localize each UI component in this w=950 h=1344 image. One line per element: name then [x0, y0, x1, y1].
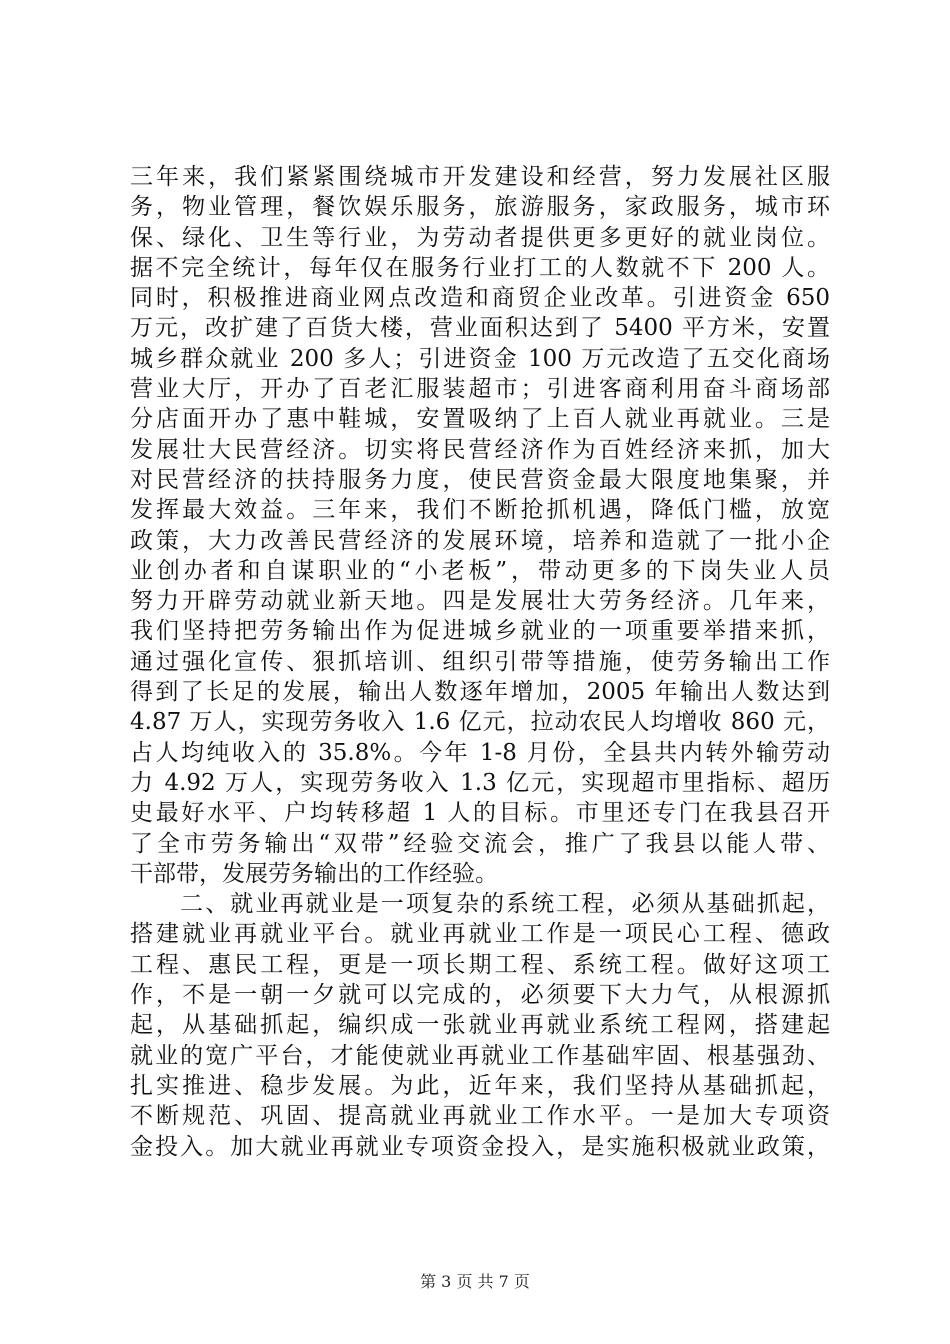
text-line: 三年来，我们紧紧围绕城市开发建设和经营，努力发展社区服: [130, 164, 830, 190]
text-line: 史最好水平、户均转移超 1 人的目标。市里还专门在我县召开: [130, 800, 830, 827]
text-line: 占人均纯收入的 35.8%。今年 1-8 月份，全县共内转外输劳动: [130, 739, 830, 766]
page-footer: 第 3 页 共 7 页: [420, 1272, 530, 1291]
text-line: 起，从基础抓起，编织成一张就业再就业系统工程网，搭建起: [130, 1012, 830, 1039]
text-line: 工程、惠民工程，更是一项长期工程、系统工程。做好这项工: [130, 951, 830, 978]
text-line: 据不完全统计，每年仅在服务行业打工的人数就不下 200 人。: [130, 254, 830, 281]
text-line: 搭建就业再就业平台。就业再就业工作是一项民心工程、德政: [130, 921, 830, 948]
text-line: 务，物业管理，餐饮娱乐服务，旅游服务，家政服务，城市环: [130, 194, 830, 221]
text-line: 分店面开办了惠中鞋城，安置吸纳了上百人就业再就业。三是: [130, 406, 830, 433]
text-line: 发挥最大效益。三年来，我们不断抢抓机遇，降低门槛，放宽: [130, 497, 830, 524]
text-line: 二、就业再就业是一项复杂的系统工程，必须从基础抓起，: [130, 891, 830, 918]
text-line: 通过强化宣传、狠抓培训、组织引带等措施，使劳务输出工作: [130, 648, 830, 675]
text-line: 扎实推进、稳步发展。为此，近年来，我们坚持从基础抓起，: [130, 1072, 830, 1099]
text-line: 努力开辟劳动就业新天地。四是发展壮大劳务经济。几年来，: [130, 588, 830, 615]
text-line: 得到了长足的发展，输出人数逐年增加，2005 年输出人数达到: [130, 679, 830, 706]
text-line: 保、绿化、卫生等行业，为劳动者提供更多更好的就业岗位。: [130, 224, 830, 251]
text-line: 同时，积极推进商业网点改造和商贸企业改革。引进资金 650: [130, 285, 830, 312]
text-line: 不断规范、巩固、提高就业再就业工作水平。一是加大专项资: [130, 1103, 830, 1130]
text-line-paragraph-end: 干部带，发展劳务输出的工作经验。: [130, 860, 498, 887]
text-line: 业创办者和自谋职业的“小老板”，带动更多的下岗失业人员: [130, 557, 830, 584]
text-line: 4.87 万人，实现劳务收入 1.6 亿元，拉动农民人均增收 860 元，: [130, 709, 830, 736]
text-line: 了全市劳务输出“双带”经验交流会，推广了我县以能人带、: [130, 830, 830, 857]
text-line: 万元，改扩建了百货大楼，营业面积达到了 5400 平方米，安置: [130, 315, 830, 342]
text-line: 政策，大力改善民营经济的发展环境，培养和造就了一批小企: [130, 527, 830, 554]
text-line: 城乡群众就业 200 多人；引进资金 100 万元改造了五交化商场: [130, 345, 830, 372]
body-text: [130, 162, 830, 1162]
text-line: 金投入。加大就业再就业专项资金投入，是实施积极就业政策，: [130, 1133, 830, 1160]
text-line: 力 4.92 万人，实现劳务收入 1.3 亿元，实现超市里指标、超历: [130, 769, 830, 796]
text-line: 就业的宽广平台，才能使就业再就业工作基础牢固、根基强劲、: [130, 1042, 830, 1069]
text-line: 营业大厅，开办了百老汇服装超市；引进客商利用奋斗商场部: [130, 376, 830, 403]
text-line: 对民营经济的扶持服务力度，使民营资金最大限度地集聚，并: [130, 466, 830, 493]
text-line: 我们坚持把劳务输出作为促进城乡就业的一项重要举措来抓，: [130, 618, 830, 645]
text-line: 发展壮大民营经济。切实将民营经济作为百姓经济来抓，加大: [130, 436, 830, 463]
text-line: 作，不是一朝一夕就可以完成的，必须要下大力气，从根源抓: [130, 982, 830, 1009]
